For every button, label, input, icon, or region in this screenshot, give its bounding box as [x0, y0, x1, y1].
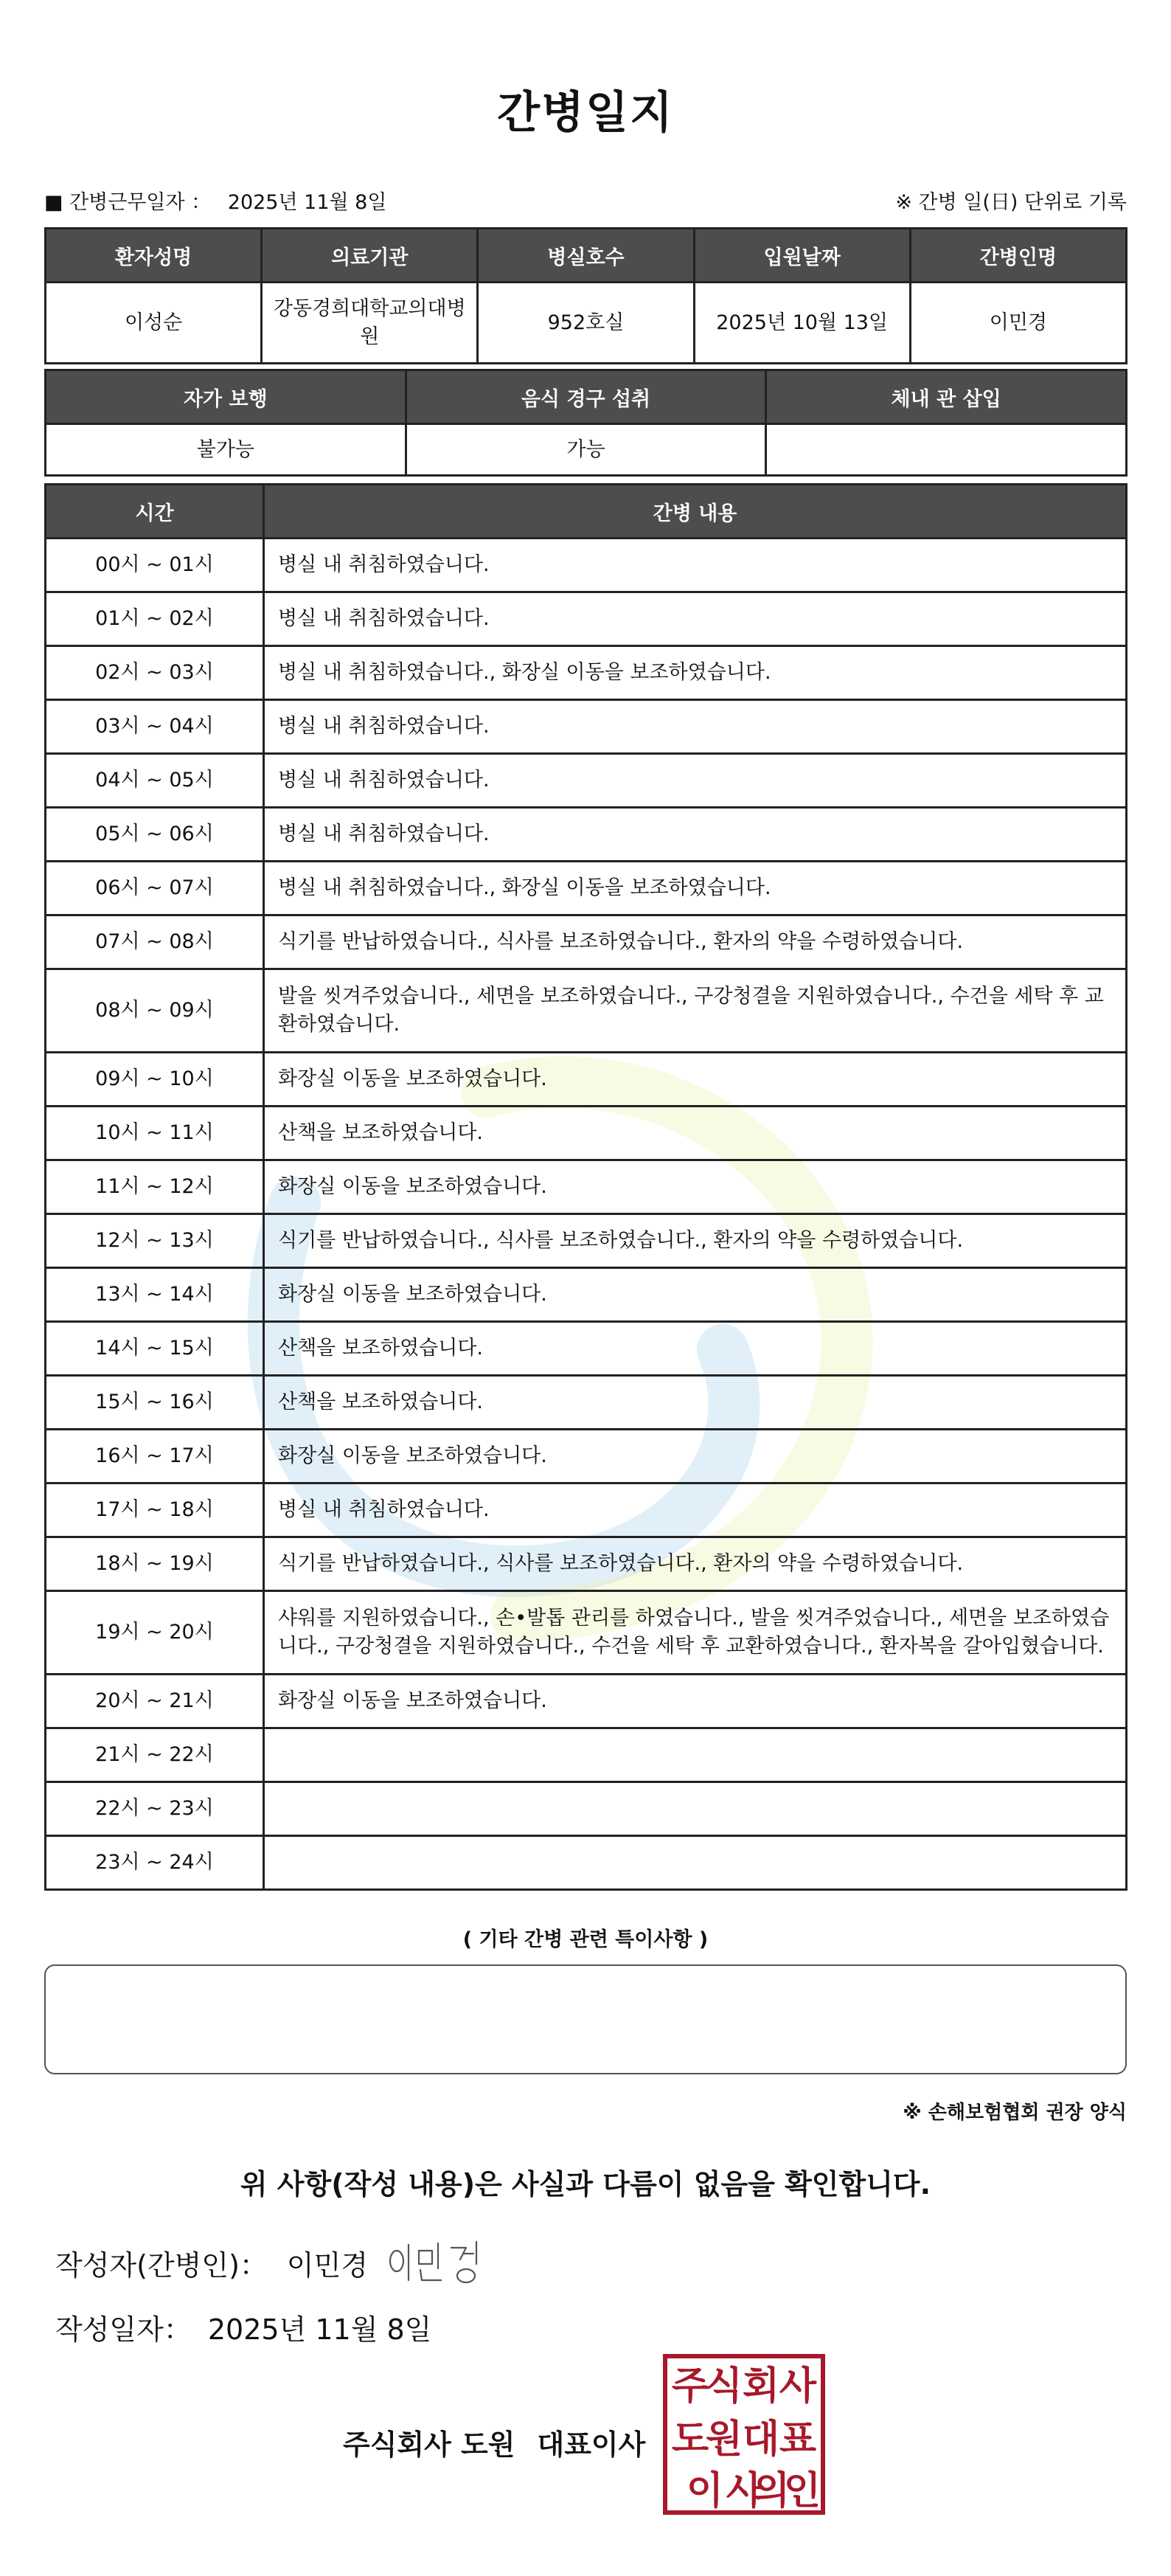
time-slot: 02시 ~ 03시 — [46, 646, 264, 700]
table-row — [46, 808, 1127, 862]
care-content: 병실 내 취침하였습니다. — [264, 592, 1127, 646]
form-source-note: ※ 손해보험협회 권장 양식 — [903, 2102, 1127, 2124]
writer-name: 이민경 — [286, 2249, 369, 2282]
svg-text:사: 사 — [726, 2469, 764, 2513]
table-row — [46, 1728, 1127, 1782]
time-slot: 14시 ~ 15시 — [46, 1322, 264, 1376]
svg-text:원: 원 — [705, 2417, 743, 2462]
tube-insertion-status — [766, 424, 1127, 476]
care-content: 샤워를 지원하였습니다., 손•발톱 관리를 하였습니다., 발을 씻겨주었습니다., 세면을 보조하였습니다., 구강청결을 지원하였습니다., 수건을 세탁 후 교환하였습니다., 환자복을 갈아입혔습니다. — [264, 1591, 1127, 1675]
time-slot: 10시 ~ 11시 — [46, 1107, 264, 1160]
header-hospital: 의료기관 — [262, 229, 478, 283]
care-content: 식기를 반납하였습니다., 식사를 보조하였습니다., 환자의 약을 수령하였습니다. — [264, 1214, 1127, 1268]
time-slot: 03시 ~ 04시 — [46, 700, 264, 754]
company-title: 대표이사 — [537, 2428, 646, 2461]
patient-name: 이성순 — [46, 283, 262, 364]
writer-label: 작성자(간병인)： — [55, 2249, 268, 2282]
header-care-content: 간병 내용 — [264, 485, 1127, 539]
page-title: 간병일지 — [497, 87, 674, 139]
care-content: 산책을 보조하였습니다. — [264, 1107, 1127, 1160]
header-oral-intake: 음식 경구 섭취 — [406, 370, 766, 424]
svg-text:대: 대 — [742, 2417, 780, 2462]
table-row — [46, 915, 1127, 969]
table-row — [46, 1483, 1127, 1537]
table-row — [46, 1782, 1127, 1836]
patient-status-table — [44, 369, 1127, 477]
table-row — [46, 646, 1127, 700]
svg-text:이: 이 — [686, 2469, 724, 2513]
time-slot: 21시 ~ 22시 — [46, 1728, 264, 1782]
care-content: 산책을 보조하였습니다. — [264, 1322, 1127, 1376]
table-row — [46, 1214, 1127, 1268]
time-slot: 18시 ~ 19시 — [46, 1537, 264, 1591]
time-slot: 07시 ~ 08시 — [46, 915, 264, 969]
care-content: 병실 내 취침하였습니다., 화장실 이동을 보조하였습니다. — [264, 646, 1127, 700]
header-walking: 자가 보행 — [46, 370, 406, 424]
table-row — [46, 1160, 1127, 1214]
time-slot: 05시 ~ 06시 — [46, 808, 264, 862]
svg-text:도: 도 — [671, 2417, 709, 2462]
time-slot: 23시 ~ 24시 — [46, 1836, 264, 1890]
care-content: 병실 내 취침하였습니다. — [264, 1483, 1127, 1537]
table-row — [46, 1675, 1127, 1728]
care-content: 화장실 이동을 보조하였습니다. — [264, 1430, 1127, 1483]
table-row — [46, 592, 1127, 646]
admission-date: 2025년 10월 13일 — [694, 283, 910, 364]
care-content — [264, 1728, 1127, 1782]
care-content — [264, 1782, 1127, 1836]
time-slot: 20시 ~ 21시 — [46, 1675, 264, 1728]
company-name: 주식회사 도원 — [343, 2428, 515, 2461]
care-content: 식기를 반납하였습니다., 식사를 보조하였습니다., 환자의 약을 수령하였습니다. — [264, 915, 1127, 969]
memo-heading: ( 기타 간병 관련 특이사항 ) — [462, 1928, 709, 1951]
time-slot: 08시 ~ 09시 — [46, 969, 264, 1053]
time-slot: 19시 ~ 20시 — [46, 1591, 264, 1675]
care-content: 병실 내 취침하였습니다., 화장실 이동을 보조하였습니다. — [264, 862, 1127, 915]
table-row — [46, 1591, 1127, 1675]
walking-status: 불가능 — [46, 424, 406, 476]
time-slot: 22시 ~ 23시 — [46, 1782, 264, 1836]
status-header-row — [46, 370, 1127, 424]
time-slot: 17시 ~ 18시 — [46, 1483, 264, 1537]
svg-text:회: 회 — [742, 2364, 780, 2409]
meta-row — [44, 186, 1127, 215]
patient-header-row — [46, 229, 1127, 283]
time-slot: 11시 ~ 12시 — [46, 1160, 264, 1214]
company-line — [343, 2422, 645, 2462]
care-content: 산책을 보조하였습니다. — [264, 1376, 1127, 1430]
header-time: 시간 — [46, 485, 264, 539]
work-date-label: ■ 간병근무일자 ： — [44, 191, 212, 214]
log-header-row — [46, 485, 1127, 539]
memo-box — [44, 1964, 1127, 2074]
care-content: 병실 내 취침하였습니다. — [264, 808, 1127, 862]
table-row — [46, 1053, 1127, 1107]
oral-intake-status: 가능 — [406, 424, 766, 476]
care-content: 병실 내 취침하였습니다. — [264, 539, 1127, 592]
work-date — [44, 186, 386, 215]
header-caregiver: 간병인명 — [910, 229, 1126, 283]
svg-text:의: 의 — [752, 2469, 790, 2513]
time-slot: 09시 ~ 10시 — [46, 1053, 264, 1107]
company-seal — [662, 2353, 826, 2516]
table-row — [46, 1836, 1127, 1890]
time-slot: 06시 ~ 07시 — [46, 862, 264, 915]
record-unit-note: ※ 간병 일(日) 단위로 기록 — [895, 191, 1127, 214]
time-slot: 13시 ~ 14시 — [46, 1268, 264, 1322]
svg-text:사: 사 — [779, 2364, 817, 2409]
care-content: 식기를 반납하였습니다., 식사를 보조하였습니다., 환자의 약을 수령하였습니다. — [264, 1537, 1127, 1591]
care-content: 발을 씻겨주었습니다., 세면을 보조하였습니다., 구강청결을 지원하였습니다., 수건을 세탁 후 교환하였습니다. — [264, 969, 1127, 1053]
status-value-row — [46, 424, 1127, 476]
table-row — [46, 1376, 1127, 1430]
confirmation-statement: 위 사항(작성 내용)은 사실과 다름이 없음을 확인합니다. — [240, 2168, 931, 2201]
care-content: 병실 내 취침하였습니다. — [264, 754, 1127, 808]
table-row — [46, 969, 1127, 1053]
written-date-value: 2025년 11월 8일 — [207, 2313, 432, 2346]
time-slot: 12시 ~ 13시 — [46, 1214, 264, 1268]
svg-text:주: 주 — [671, 2364, 709, 2409]
table-row — [46, 539, 1127, 592]
care-content: 병실 내 취침하였습니다. — [264, 700, 1127, 754]
time-slot: 00시 ~ 01시 — [46, 539, 264, 592]
patient-value-row — [46, 283, 1127, 364]
svg-text:식: 식 — [705, 2364, 743, 2409]
written-date-line — [55, 2307, 431, 2347]
time-slot: 15시 ~ 16시 — [46, 1376, 264, 1430]
table-row — [46, 1268, 1127, 1322]
patient-info-table — [44, 227, 1127, 364]
table-row — [46, 1322, 1127, 1376]
time-slot: 16시 ~ 17시 — [46, 1430, 264, 1483]
care-content: 화장실 이동을 보조하였습니다. — [264, 1675, 1127, 1728]
header-room: 병실호수 — [478, 229, 694, 283]
header-patient-name: 환자성명 — [46, 229, 262, 283]
care-content: 화장실 이동을 보조하였습니다. — [264, 1268, 1127, 1322]
table-row — [46, 754, 1127, 808]
hospital-name: 강동경희대학교의대병원 — [262, 283, 478, 364]
svg-text:표: 표 — [779, 2417, 817, 2462]
written-date-label: 작성일자： — [55, 2313, 192, 2346]
table-row — [46, 1107, 1127, 1160]
header-admission-date: 입원날짜 — [694, 229, 910, 283]
care-content: 화장실 이동을 보조하였습니다. — [264, 1160, 1127, 1214]
time-slot: 04시 ~ 05시 — [46, 754, 264, 808]
table-row — [46, 1430, 1127, 1483]
time-slot: 01시 ~ 02시 — [46, 592, 264, 646]
writer-line — [55, 2243, 368, 2283]
work-date-value: 2025년 11월 8일 — [227, 191, 387, 214]
caregiver-name: 이민경 — [910, 283, 1126, 364]
table-row — [46, 862, 1127, 915]
room-number: 952호실 — [478, 283, 694, 364]
care-content — [264, 1836, 1127, 1890]
table-row — [46, 700, 1127, 754]
table-row — [46, 1537, 1127, 1591]
header-tube-insertion: 체내 관 삽입 — [766, 370, 1127, 424]
svg-text:인: 인 — [783, 2469, 821, 2513]
handwritten-signature — [383, 2232, 494, 2291]
care-content: 화장실 이동을 보조하였습니다. — [264, 1053, 1127, 1107]
care-log-table — [44, 483, 1127, 1891]
